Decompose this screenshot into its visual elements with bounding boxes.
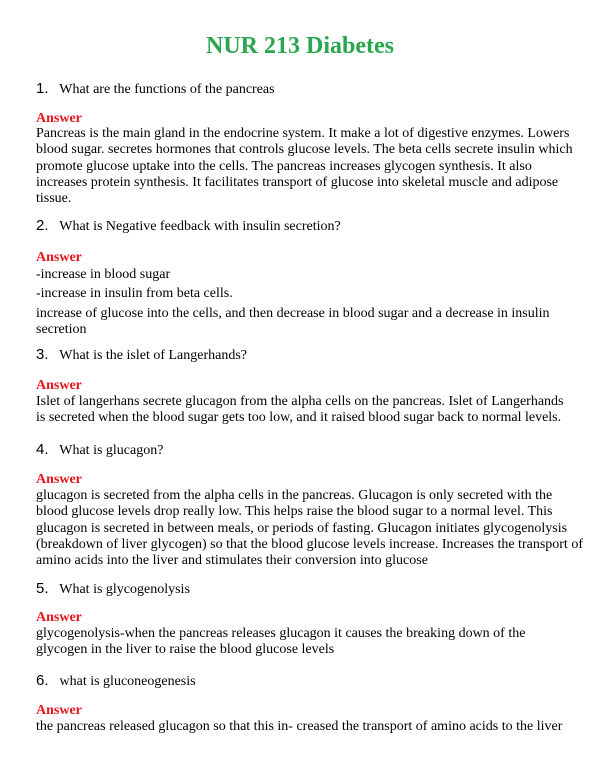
answer-2 bbox=[36, 267, 564, 338]
question-4 bbox=[36, 441, 163, 460]
answer-line: glycogen in the liver to raise the blood glucose levels bbox=[36, 642, 335, 658]
question-text: What is glucagon? bbox=[59, 443, 164, 458]
answer-line: glucagon is secreted in between meals, or periods of fasting. Glucagon initiates glycogenolysis bbox=[36, 520, 568, 536]
answer-3 bbox=[36, 394, 564, 427]
question-text: What is the islet of Langerhands? bbox=[59, 348, 248, 363]
answer-line: (breakdown of liver glycogen) so that the blood glucose levels increase. Increases the transport of bbox=[36, 536, 583, 552]
answer-line: -increase in insulin from beta cells. bbox=[36, 286, 233, 302]
answer-5 bbox=[36, 626, 564, 659]
document-title: NUR 213 Diabetes bbox=[206, 33, 394, 59]
answer-1 bbox=[36, 126, 573, 207]
answer-line: Pancreas is the main gland in the endocrine system. It make a lot of digestive enzymes. Lowers bbox=[36, 126, 570, 141]
answer-line: promote glucose uptake into the cells. The pancreas increases glycogen synthesis. It also bbox=[36, 158, 532, 174]
answer-line: increase of glucose into the cells, and then decrease in blood sugar and a decrease in insulin bbox=[36, 305, 550, 321]
answer-line: blood sugar. secretes hormones that controls glucose levels. The beta cells secrete insulin which bbox=[36, 142, 573, 158]
answer-line: blood glucose levels drop really low. This helps raise the blood sugar to a normal level. This bbox=[36, 504, 553, 520]
question-text: What is glycogenolysis bbox=[59, 582, 190, 597]
question-number: 1. bbox=[36, 80, 49, 97]
question-text: what is gluconeogenesis bbox=[59, 674, 196, 689]
answer-line: glycogenolysis-when the pancreas releases glucagon it causes the breaking down of the bbox=[36, 626, 526, 641]
question-text: What is Negative feedback with insulin secretion? bbox=[59, 219, 341, 234]
question-6 bbox=[36, 672, 196, 691]
answer-label: Answer bbox=[36, 610, 82, 625]
answer-line: is secreted when the blood sugar gets too low, and it raised blood sugar back to normal levels. bbox=[36, 410, 562, 426]
question-number: 4. bbox=[36, 441, 49, 458]
answer-line: secretion bbox=[36, 321, 87, 337]
answer-line: glucagon is secreted from the alpha cells in the pancreas. Glucagon is only secreted with the bbox=[36, 488, 553, 503]
answer-label: Answer bbox=[36, 111, 82, 126]
question-text: What are the functions of the pancreas bbox=[59, 82, 275, 97]
answer-line: increases protein synthesis. It facilitates transport of glucose into skeletal muscle and adipose bbox=[36, 174, 559, 190]
answer-line: amino acids into the liver and stimulates their conversion into glucose bbox=[36, 553, 428, 569]
answer-label: Answer bbox=[36, 250, 82, 265]
question-3 bbox=[36, 346, 247, 365]
question-number: 3. bbox=[36, 346, 49, 363]
answer-label: Answer bbox=[36, 472, 82, 487]
question-5 bbox=[36, 580, 190, 599]
answer-label: Answer bbox=[36, 378, 82, 393]
question-number: 5. bbox=[36, 580, 49, 597]
question-number: 2. bbox=[36, 217, 49, 234]
answer-label: Answer bbox=[36, 703, 82, 718]
answer-6 bbox=[36, 719, 564, 735]
answer-line: the pancreas released glucagon so that this in- creased the transport of amino acids to the liver bbox=[36, 719, 563, 734]
answer-line: Islet of langerhans secrete glucagon from the alpha cells on the pancreas. Islet of Langerhands bbox=[36, 394, 564, 409]
answer-line: -increase in blood sugar bbox=[36, 267, 171, 282]
answer-4 bbox=[36, 488, 583, 569]
question-2 bbox=[36, 217, 341, 236]
answer-line: tissue. bbox=[36, 191, 72, 207]
question-number: 6. bbox=[36, 672, 49, 689]
question-1 bbox=[36, 80, 275, 99]
